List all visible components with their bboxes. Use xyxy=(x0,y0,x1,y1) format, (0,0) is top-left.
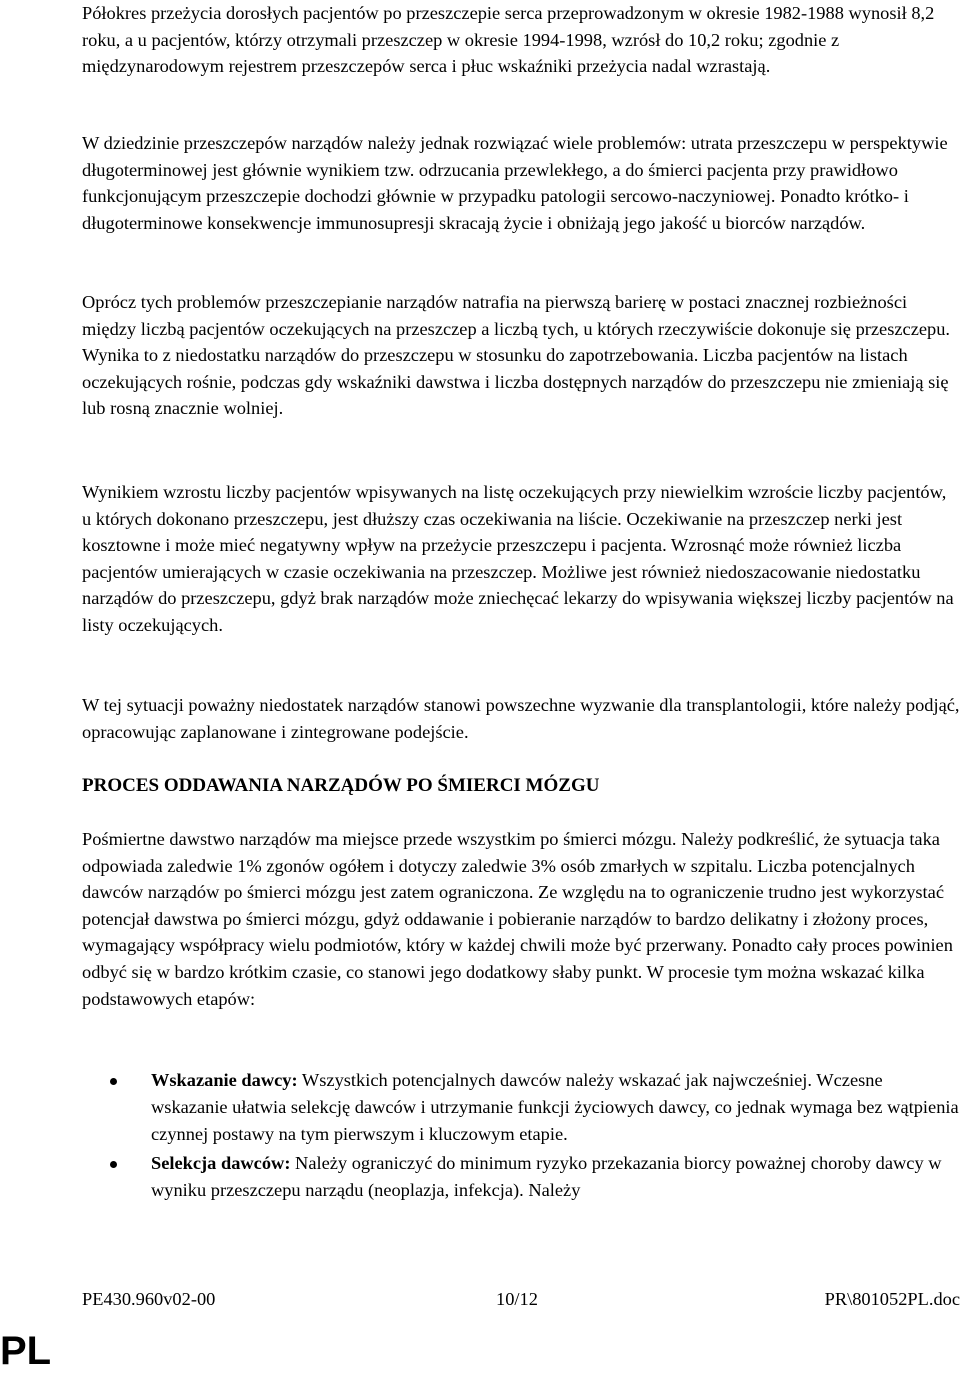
paragraph-waiting-list: Wynikiem wzrostu liczby pacjentów wpisywanych na listę oczekujących przy niewielkim wzroście liczby pacjentów, u których dokonano przeszczepu, jest dłuższy czas oczekiwania na liście. Oczekiwanie na przeszczep nerki jest kosztowne i może mieć negatywny wpływ na przeżycie przeszczepu i pacjenta. Wzrosnąć może również liczba pacjentów umierających w czasie oczekiwania na przeszczep. Możliwe jest również niedoszacowanie niedostatku narządów do przeszczepu, gdyż brak narządów może zniechęcać lekarzy do wpisywania większej liczby pacjentów na listy oczekujących. xyxy=(82,482,954,635)
bullet-icon xyxy=(110,1078,117,1085)
footer-file-ref: PR\801052PL.doc xyxy=(824,1289,960,1309)
paragraph-problems: W dziedzinie przeszczepów narządów należy jednak rozwiązać wiele problemów: utrata przeszczepu w perspektywie długoterminowej jest głównie wynikiem tzw. odrzucania przewlekłego, a do śmierci pacjenta przy prawidłowo funkcjonującym przeszczepie dochodzi głównie w przypadku patologii sercowo-naczyniowej. Ponadto krótko- i długoterminowe konsekwencje immunosupresji skracają życie i obniżają jego jakość u biorców narządów. xyxy=(82,133,948,233)
language-code: PL xyxy=(0,1329,52,1373)
footer-doc-code: PE430.960v02-00 xyxy=(82,1289,216,1309)
list-item-term: Wskazanie dawcy: xyxy=(151,1070,298,1090)
footer-page-number: 10/12 xyxy=(496,1289,538,1309)
list-item-text: Należy ograniczyć do minimum ryzyko przekazania biorcy poważnej choroby dawcy w wyniku przeszczepu narządu (neoplazja, infekcja). Należy xyxy=(151,1153,942,1200)
bullet-icon xyxy=(110,1161,117,1168)
paragraph-barrier: Oprócz tych problemów przeszczepianie narządów natrafia na pierwszą barierę w postaci znacznej rozbieżności między liczbą pacjentów oczekujących na przeszczep a liczbą tych, u których rzeczywiście dokonuje się przeszczepu. Wynika to z niedostatku narządów do przeszczepu w stosunku do zapotrzebowania. Liczba pacjentów na listach oczekujących rośnie, podczas gdy wskaźniki dawstwa i liczba dostępnych narządów do przeszczepu nie zmieniają się lub rosną znacznie wolniej. xyxy=(82,292,951,419)
paragraph-survival: Półokres przeżycia dorosłych pacjentów po przeszczepie serca przeprowadzonym w okresie 1982-1988 wynosił 8,2 roku, a u pacjentów, którzy otrzymali przeszczep w okresie 1994-1998, wzrósł do 10,2 roku; zgodnie z międzynarodowym rejestrem przeszczepów serca i płuc wskaźniki przeżycia nadal wzrastają. xyxy=(82,3,935,77)
list-item-text: Wszystkich potencjalnych dawców należy wskazać jak najwcześniej. Wczesne wskazanie ułatwia selekcję dawców i utrzymanie funkcji życiowych dawcy, co jednak wymaga bez wątpienia czynnej postawy na tym pierwszym i kluczowym etapie. xyxy=(151,1070,959,1144)
page-footer xyxy=(82,1285,960,1313)
list-item-term: Selekcja dawców: xyxy=(151,1153,291,1173)
list-item xyxy=(82,1150,960,1204)
section-heading: PROCES ODDAWANIA NARZĄDÓW PO ŚMIERCI MÓZGU xyxy=(82,775,600,796)
list-item xyxy=(82,1067,960,1148)
stages-list xyxy=(82,1067,960,1206)
paragraph-brain-death: Pośmiertne dawstwo narządów ma miejsce przede wszystkim po śmierci mózgu. Należy podkreślić, że sytuacja taka odpowiada zaledwie 1% zgonów ogółem i dotyczy zaledwie 3% osób zmarłych w szpitalu. Liczba potencjalnych dawców narządów po śmierci mózgu jest zatem ograniczona. Ze względu na to ograniczenie trudno jest wykorzystać potencjał dawstwa po śmierci mózgu, gdyż oddawanie i pobieranie narządów to bardzo delikatny i złożony proces, wymagający współpracy wielu podmiotów, który w każdej chwili może być przerwany. Ponadto cały proces powinien odbyć się w bardzo krótkim czasie, co stanowi jego dodatkowy słaby punkt. W procesie tym można wskazać kilka podstawowych etapów: xyxy=(82,829,953,1009)
paragraph-challenge: W tej sytuacji poważny niedostatek narządów stanowi powszechne wyzwanie dla transplantologii, które należy podjąć, opracowując zaplanowane i zintegrowane podejście. xyxy=(82,695,960,742)
